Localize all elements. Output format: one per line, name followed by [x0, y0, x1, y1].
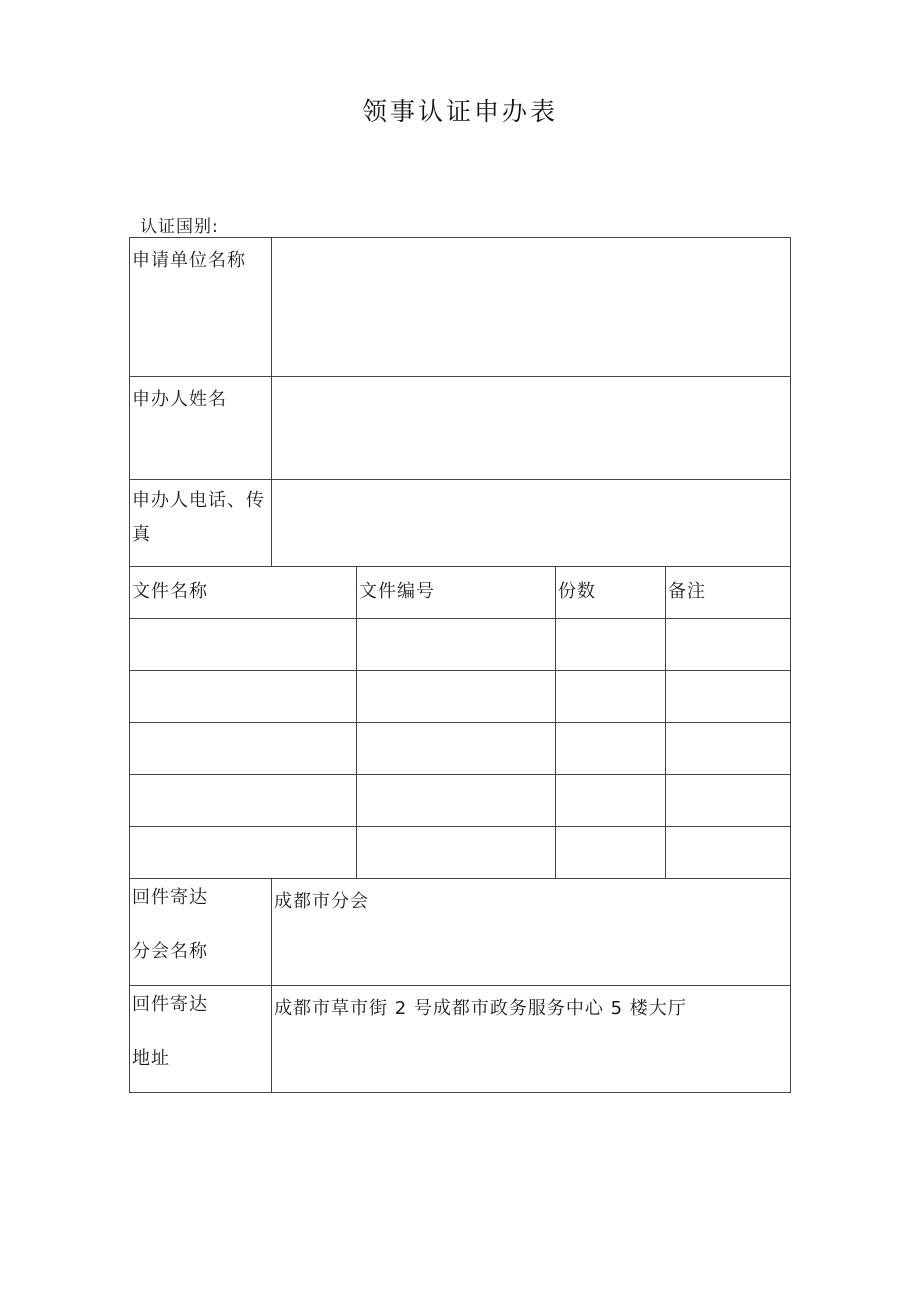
applicant-unit-row [130, 238, 791, 377]
doc-copies-cell[interactable] [556, 619, 666, 671]
applicant-name-row [130, 377, 791, 480]
doc-number-cell[interactable] [357, 671, 556, 723]
doc-copies-cell[interactable] [556, 671, 666, 723]
doc-number-cell[interactable] [357, 723, 556, 775]
return-branch-label [130, 879, 272, 986]
applicant-phone-row [130, 480, 791, 567]
doc-copies-cell[interactable] [556, 723, 666, 775]
table-row [130, 775, 791, 827]
applicant-phone-field[interactable] [272, 480, 791, 567]
applicant-name-label: 申办人姓名 [130, 377, 272, 480]
return-address-value[interactable]: 成都市草市街 2 号成都市政务服务中心 5 楼大厅 [272, 986, 791, 1093]
doc-name-cell[interactable] [130, 671, 357, 723]
applicant-phone-label: 申办人电话、传真 [130, 480, 272, 567]
doc-number-cell[interactable] [357, 775, 556, 827]
return-address-row [130, 986, 791, 1093]
documents-header-row [130, 567, 791, 619]
doc-number-cell[interactable] [357, 827, 556, 879]
return-address-label-line1: 回件寄达 [132, 994, 208, 1015]
doc-remarks-cell[interactable] [666, 671, 791, 723]
doc-remarks-cell[interactable] [666, 827, 791, 879]
doc-number-cell[interactable] [357, 619, 556, 671]
return-branch-value[interactable]: 成都市分会 [272, 879, 791, 986]
application-form [129, 237, 791, 1093]
doc-number-header: 文件编号 [357, 567, 556, 619]
country-label: 认证国别: [140, 217, 219, 237]
return-address-label [130, 986, 272, 1093]
applicant-name-field[interactable] [272, 377, 791, 480]
table-row [130, 619, 791, 671]
page-title: 领事认证申办表 [361, 97, 558, 126]
applicant-unit-field[interactable] [272, 238, 791, 377]
doc-remarks-cell[interactable] [666, 775, 791, 827]
return-branch-label-line1: 回件寄达 [132, 887, 208, 908]
doc-name-cell[interactable] [130, 775, 357, 827]
applicant-unit-label: 申请单位名称 [130, 238, 272, 377]
doc-name-cell[interactable] [130, 619, 357, 671]
doc-copies-cell[interactable] [556, 775, 666, 827]
return-address-label-line2: 地址 [132, 1048, 170, 1069]
return-branch-row [130, 879, 791, 986]
doc-remarks-cell[interactable] [666, 619, 791, 671]
doc-name-header: 文件名称 [130, 567, 357, 619]
doc-copies-header: 份数 [556, 567, 666, 619]
doc-remarks-cell[interactable] [666, 723, 791, 775]
doc-name-cell[interactable] [130, 723, 357, 775]
return-branch-label-line2: 分会名称 [132, 941, 208, 962]
table-row [130, 723, 791, 775]
table-row [130, 671, 791, 723]
doc-remarks-header: 备注 [666, 567, 791, 619]
doc-copies-cell[interactable] [556, 827, 666, 879]
